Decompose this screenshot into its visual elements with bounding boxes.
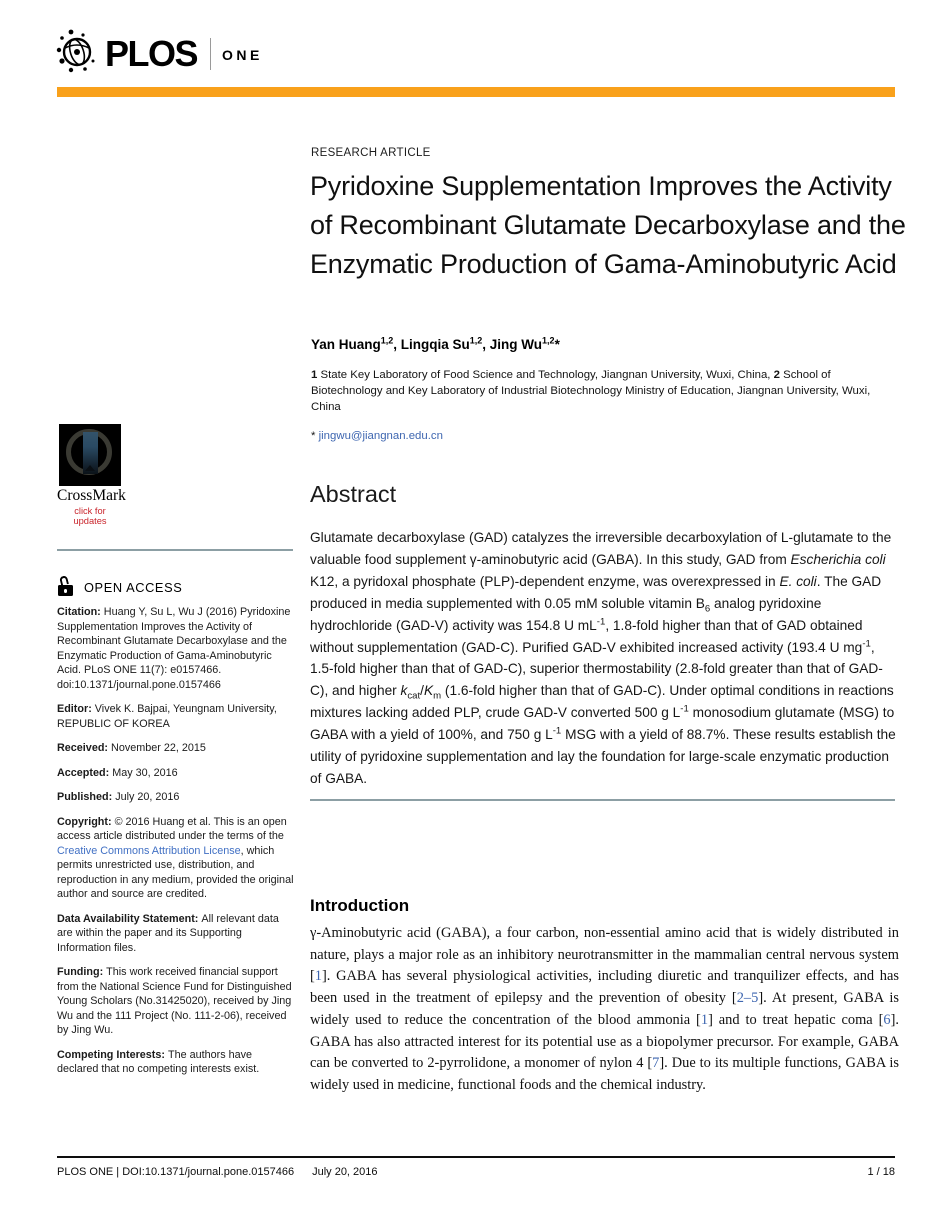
crossmark-sublabel[interactable]: click for updates [73, 506, 107, 526]
introduction-heading: Introduction [310, 896, 410, 915]
journal-edition: ONE [222, 46, 263, 63]
reference-link[interactable]: 1 [700, 1011, 709, 1028]
crossmark-label: CrossMark [57, 487, 126, 504]
sidebar-notes [57, 605, 296, 1087]
introduction-text: γ-Aminobutyric acid (GABA), a four carbon, non-essential amino acid that is widely distributed in nature, plays a major role as an inhibitory neurotransmitter in the mammalian central nervous system [1]. GABA has several physiological activities, including diuretic and tranquilizer effects, and has been used in the treatment of epilepsy and the prevention of obesity [2–5]. At present, GABA is widely used to reduce the concentration of the blood ammonia [1] and to treat hepatic coma [6]. GABA has also attracted interest for its potential use as a biopolymer precursor. For example, GABA can be converted to 2-pyrrolidone, a monomer of nylon 4 [7]. Due to its multiple functions, GABA is widely used in medicine, functional foods and the chemical industry. [310, 925, 899, 1093]
license-link[interactable]: Creative Commons Attribution License [57, 844, 241, 857]
abstract-heading: Abstract [310, 481, 397, 507]
footer-page-number: 1 / 18 [867, 1166, 895, 1178]
footer-divider [57, 1156, 895, 1158]
author-list: Yan Huang$^{1,2}$, Lingqia Su$^{1,2}$, Jing Wu$^{1,2}$* [311, 335, 560, 352]
plos-globe-icon [55, 28, 99, 79]
sidebar-entry-copyright: Copyright: © 2016 Huang et al. This is an open access article distributed under the terms of the Creative Commons Attribution License, which permits unrestricted use, distribution, and reproduction in any medium, provided the original author and source are credited. [57, 815, 294, 900]
email-link[interactable]: jingwu@jiangnan.edu.cn [318, 430, 443, 442]
abstract-text: Glutamate decarboxylase (GAD) catalyzes the irreversible decarboxylation of L-glutamate to the valuable food supplement γ-aminobutyric acid (GABA). In this study, GAD from Escherichia coli K12, a pyridoxal phosphate (PLP)-dependent enzyme, was overexpressed in E. coli. The GAD produced in media supplemented with 0.05 mM soluble vitamin $B_6$ analog pyridoxine hydrochloride (GAD-V) activity was 154.8 U $mL^{-1}$, 1.8-fold higher than that of GAD obtained without supplementation (GAD-C). Purified GAD-V exhibited increased activity (193.4 U $mg^{-1}$, 1.5-fold higher than that of GAD-C), superior thermostability (2.8-fold greater than that of GAD-C), and higher $k_{cat}/K_m$ (1.6-fold higher than that of GAD-C). Under optimal conditions in reactions mixtures lacking added PLP, crude GAD-V converted 500 g $L^{-1}$ monosodium glutamate (MSG) to GABA with a yield of 100%, and 750 g $L^{-1}$ MSG with a yield of 88.7%. These results establish the utility of pyridoxine supplementation and lay the foundation for large-scale enzymatic production of GABA. [310, 530, 896, 786]
accent-bar [57, 87, 895, 97]
brand-divider [210, 38, 211, 70]
reference-link[interactable]: 1 [314, 968, 322, 985]
sidebar-entry-competing-interests: Competing Interests: The authors have declared that no competing interests exist. [57, 1048, 260, 1075]
affiliations: 1 State Key Laboratory of Food Science and Technology, Jiangnan University, Wuxi, China, 2 School of Biotechnology and Key Laboratory of Industrial Biotechnology Ministry of Education, Jiangnan University, Wuxi, China [311, 369, 871, 413]
reference-link[interactable]: 7 [652, 1055, 660, 1072]
sidebar-entry-received: Received: November 22, 2015 [57, 742, 206, 754]
crossmark-badge[interactable] [57, 424, 126, 526]
sidebar-entry-accepted: Accepted: May 30, 2016 [57, 766, 178, 779]
crossmark-icon [59, 424, 121, 486]
sidebar-entry-funding: Funding: This work received financial support from the National Science Fund for Distinguished Young Scholars (No.31425020), received by Jing Wu and the 111 Project (No. 111-2-06), received by Jing Wu. [57, 966, 292, 1036]
page-footer [57, 1166, 895, 1178]
plos-wordmark: PLOS [105, 32, 198, 74]
open-lock-icon [57, 576, 77, 598]
sidebar-entry-published: Published: July 20, 2016 [57, 791, 180, 803]
footer-date: July 20, 2016 [312, 1166, 378, 1178]
reference-link[interactable]: 2–5 [736, 990, 759, 1007]
footer-doi: PLOS ONE | DOI:10.1371/journal.pone.0157466 [57, 1166, 295, 1178]
sidebar-divider [57, 549, 293, 551]
sidebar-entry-editor: Editor: Vivek K. Bajpai, Yeungnam University, REPUBLIC OF KOREA [57, 703, 277, 730]
reference-link[interactable]: 6 [883, 1011, 891, 1028]
open-access-label: OPEN ACCESS [84, 579, 183, 595]
sidebar-entry-data-availability: Data Availability Statement: All relevant data are within the paper and its Supporting Information files. [57, 912, 279, 954]
open-access-badge [57, 576, 182, 598]
article-type-label: RESEARCH ARTICLE [311, 147, 431, 159]
corresponding-email: * jingwu@jiangnan.edu.cn [311, 430, 443, 442]
article-title: Pyridoxine Supplementation Improves the Activity of Recombinant Glutamate Decarboxylase and the Enzymatic Production of Gama-Aminobutyric Acid [310, 171, 906, 279]
footer-citation [57, 1166, 378, 1178]
abstract-divider [310, 799, 895, 801]
sidebar-entry-citation: Citation: Huang Y, Su L, Wu J (2016) Pyridoxine Supplementation Improves the Activity of Recombinant Glutamate Decarboxylase and the Enzymatic Production of Gama-Aminobutyric Acid. PLoS ONE 11(7): e0157466. doi:10.1371/journal.pone.0157466 [57, 606, 291, 691]
plos-logo [55, 28, 263, 79]
